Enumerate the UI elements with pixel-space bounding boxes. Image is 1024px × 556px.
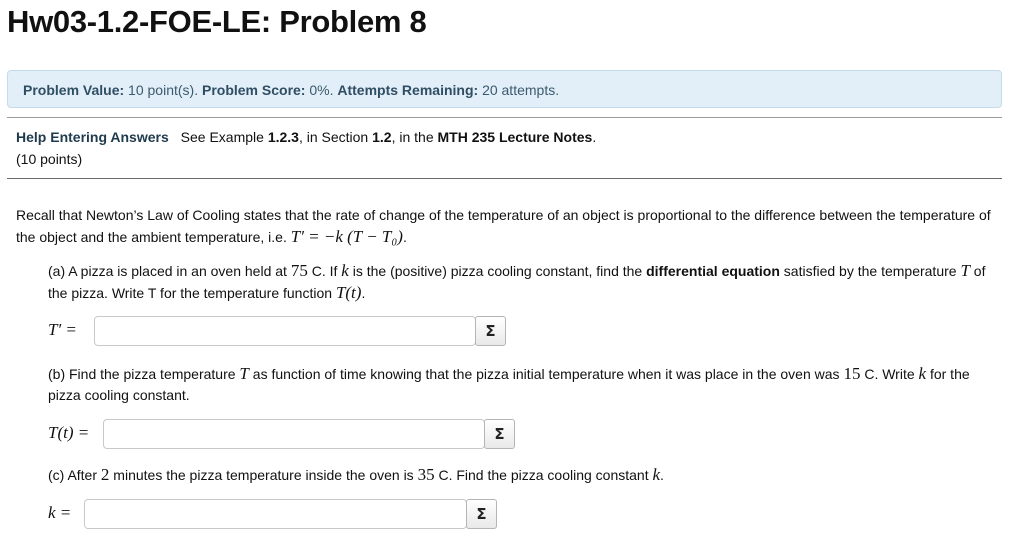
part-c-text-4: . [660, 467, 664, 483]
pizza-temperature: 35 [417, 465, 435, 484]
k-symbol: k [341, 261, 349, 280]
lecture-notes-title: MTH 235 Lecture Notes [437, 129, 593, 145]
part-c-text-3: C. Find the pizza cooling constant [434, 467, 653, 483]
problem-score-label: Problem Score: [201, 82, 306, 98]
problem-score: 0%. [309, 82, 334, 98]
part-b-text-4: for the pizza cooling constant. [48, 366, 970, 403]
in-the-text: , in the [391, 129, 434, 145]
part-a-text-1: (a) A pizza is placed in an oven held at [48, 263, 291, 279]
intro-sentence: Recall that Newton’s Law of Cooling states that the rate of change of the temperature of an object is proportional to the difference between the temperature of the object and the ambient temperature, i.e. [16, 207, 991, 245]
equation-editor-button-b[interactable]: Σ [484, 419, 515, 449]
part-a-text-6: . [361, 285, 366, 301]
part-a-bold-text: differential equation [646, 263, 780, 279]
help-line [16, 129, 596, 145]
answer-a-label: T′ = [48, 320, 77, 339]
page-title: Hw03-1.2-FOE-LE: Problem 8 [7, 4, 427, 39]
attempts-remaining-label: Attempts Remaining: [337, 82, 479, 98]
elapsed-minutes: 2 [100, 465, 110, 484]
in-section-text: , in Section [298, 129, 369, 145]
part-b-text-1: (b) Find the pizza temperature [48, 366, 240, 382]
part-b-text-2: as function of time knowing that the pizza initial temperature when it was place in the oven was [248, 366, 844, 382]
part-a-text-4: satisfied by the temperature [779, 263, 961, 279]
problem-value: 10 point(s). [128, 82, 199, 98]
part-b-question [48, 363, 998, 406]
problem-info-bar [7, 70, 1002, 108]
divider [7, 117, 1002, 118]
section-ref: 1.2 [372, 129, 392, 145]
intro-end: . [402, 229, 407, 245]
help-period: . [592, 129, 597, 145]
part-a-question [48, 260, 998, 304]
points-text: (10 points) [16, 151, 83, 167]
answer-b-input[interactable] [103, 419, 485, 449]
see-example-text: See Example [180, 129, 264, 145]
equation-editor-button-c[interactable]: Σ [466, 499, 497, 529]
problem-value-label: Problem Value: [23, 82, 125, 98]
k-symbol: k [652, 465, 661, 484]
answer-a-input[interactable] [94, 316, 476, 346]
part-c-text-2: minutes the pizza temperature inside the oven is [109, 467, 418, 483]
part-a-text-3: is the (positive) pizza cooling constant, find the [348, 263, 647, 279]
equation-editor-button-a[interactable]: Σ [475, 316, 506, 346]
attempts-remaining: 20 attempts. [482, 82, 560, 98]
initial-temperature: 15 [843, 364, 861, 383]
divider [7, 178, 1002, 179]
intro-text [16, 205, 1006, 248]
T-symbol: T [960, 261, 970, 280]
oven-temperature: 75 [290, 261, 308, 280]
answer-c-input[interactable] [84, 499, 467, 529]
k-symbol: k [918, 364, 927, 383]
help-entering-answers-link[interactable]: Help Entering Answers [16, 129, 169, 145]
cooling-law-equation: T′ = −k (T − T₀) [290, 227, 403, 246]
T-of-t-symbol: T(t) [335, 283, 362, 302]
part-b-text-3: C. Write [860, 366, 919, 382]
answer-b-label: T(t) = [48, 423, 90, 442]
part-a-text-2: C. If [307, 263, 342, 279]
example-ref: 1.2.3 [267, 129, 299, 145]
part-a-text-5: of the pizza. Write T for the temperature function [48, 263, 986, 301]
answer-c-label: k = [48, 503, 72, 522]
T-symbol: T [239, 364, 249, 383]
part-c-question [48, 464, 998, 486]
part-c-text-1: (c) After [48, 467, 101, 483]
